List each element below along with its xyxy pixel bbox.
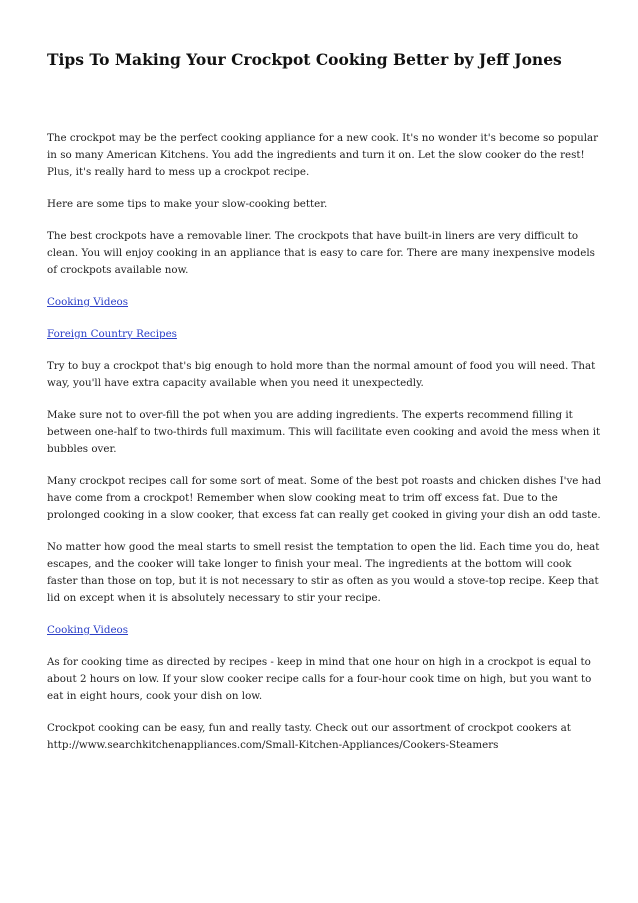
link-row-foreign-country-recipes	[47, 326, 602, 343]
link-row-cooking-videos-1	[47, 294, 602, 311]
paragraph-overfill: Make sure not to over-fill the pot when you are adding ingredients. The experts recommend filling it between one-half to two-thirds full maximum. This will facilitate even cooking and avoid the mess when it bubbles over.	[47, 409, 601, 455]
paragraph-meat: Many crockpot recipes call for some sort of meat. Some of the best pot roasts and chicken dishes I've had have come from a crockpot! Remember when slow cooking meat to trim off excess fat. Due to the prolonged cooking in a slow cooker, that excess fat can really get cooked in giving your dish an odd taste.	[47, 475, 602, 521]
paragraph-intro: The crockpot may be the perfect cooking appliance for a new cook. It's no wonder it's become so popular in so many American Kitchens. You add the ingredients and turn it on. Let the slow cooker do the rest! Plus, it's really hard to mess up a crockpot recipe.	[47, 132, 599, 178]
paragraph-tips-intro: Here are some tips to make your slow-cooking better.	[47, 198, 328, 210]
foreign-country-recipes-link[interactable]: Foreign Country Recipes	[47, 328, 177, 340]
cooking-videos-link-2[interactable]: Cooking Videos	[47, 624, 129, 636]
paragraph-removable-liner: The best crockpots have a removable liner. The crockpots that have built-in liners are very difficult to clean. You will enjoy cooking in an appliance that is easy to care for. There are many inexpensive models of crockpots available now.	[47, 230, 595, 276]
document-body	[47, 130, 602, 769]
paragraph-conclusion: Crockpot cooking can be easy, fun and really tasty. Check out our assortment of crockpot cookers at http://www.searchkitchenappliances.com/Small-Kitchen-Appliances/Cookers-Steamers	[47, 722, 571, 751]
cooking-videos-link[interactable]: Cooking Videos	[47, 296, 129, 308]
paragraph-size: Try to buy a crockpot that's big enough to hold more than the normal amount of food you will need. That way, you'll have extra capacity available when you need it unexpectedly.	[47, 360, 596, 389]
paragraph-lid: No matter how good the meal starts to smell resist the temptation to open the lid. Each time you do, heat escapes, and the cooker will take longer to finish your meal. The ingredients at the bottom will cook faster than those on top, but it is not necessary to stir as often as you would a stove-top recipe. Keep that lid on except when it is absolutely necessary to stir your recipe.	[47, 541, 600, 604]
document-title: Tips To Making Your Crockpot Cooking Better by Jeff Jones	[47, 50, 562, 69]
link-row-cooking-videos-2	[47, 622, 602, 639]
paragraph-cooking-time: As for cooking time as directed by recipes - keep in mind that one hour on high in a crockpot is equal to about 2 hours on low. If your slow cooker recipe calls for a four-hour cook time on high, but you want to eat in eight hours, cook your dish on low.	[47, 656, 592, 702]
